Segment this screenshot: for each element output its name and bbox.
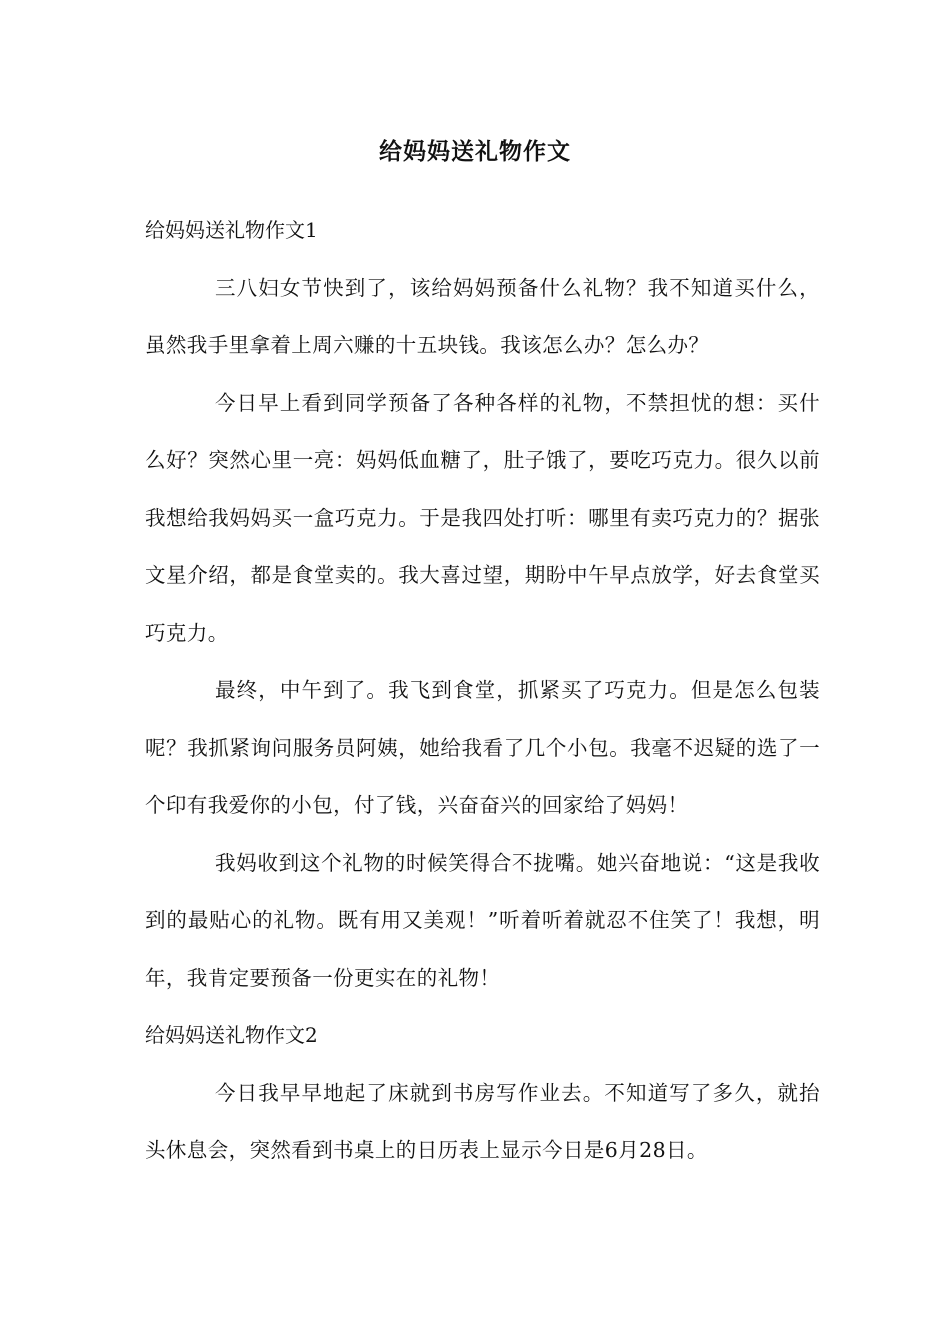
paragraph: 我妈收到这个礼物的时候笑得合不拢嘴。她兴奋地说：“这是我收到的最贴心的礼物。既有用又美观！”听着听着就忍不住笑了！我想，明年，我肯定要预备一份更实在的礼物！ <box>145 850 820 990</box>
document-body <box>145 202 820 1180</box>
paragraph: 三八妇女节快到了，该给妈妈预备什么礼物？我不知道买什么，虽然我手里拿着上周六赚的十五块钱。我该怎么办？怎么办？ <box>145 275 820 357</box>
section-heading: 给妈妈送礼物作文1 <box>145 218 318 242</box>
document-title: 给妈妈送礼物作文 <box>379 138 571 165</box>
section-heading: 给妈妈送礼物作文2 <box>145 1023 318 1047</box>
paragraph: 最终，中午到了。我飞到食堂，抓紧买了巧克力。但是怎么包装呢？我抓紧询问服务员阿姨，她给我看了几个小包。我毫不迟疑的选了一个印有我爱你的小包，付了钱，兴奋奋兴的回家给了妈妈！ <box>145 678 820 817</box>
paragraph: 今日我早早地起了床就到书房写作业去。不知道写了多久，就抬头休息会，突然看到书桌上的日历表上显示今日是6月28日。 <box>145 1080 820 1162</box>
paragraph: 今日早上看到同学预备了各种各样的礼物，不禁担忧的想：买什么好？突然心里一亮：妈妈低血糖了，肚子饿了，要吃巧克力。很久以前我想给我妈妈买一盒巧克力。于是我四处打听：哪里有卖巧克力的？据张文星介绍，都是食堂卖的。我大喜过望，期盼中午早点放学，好去食堂买巧克力。 <box>145 390 820 645</box>
